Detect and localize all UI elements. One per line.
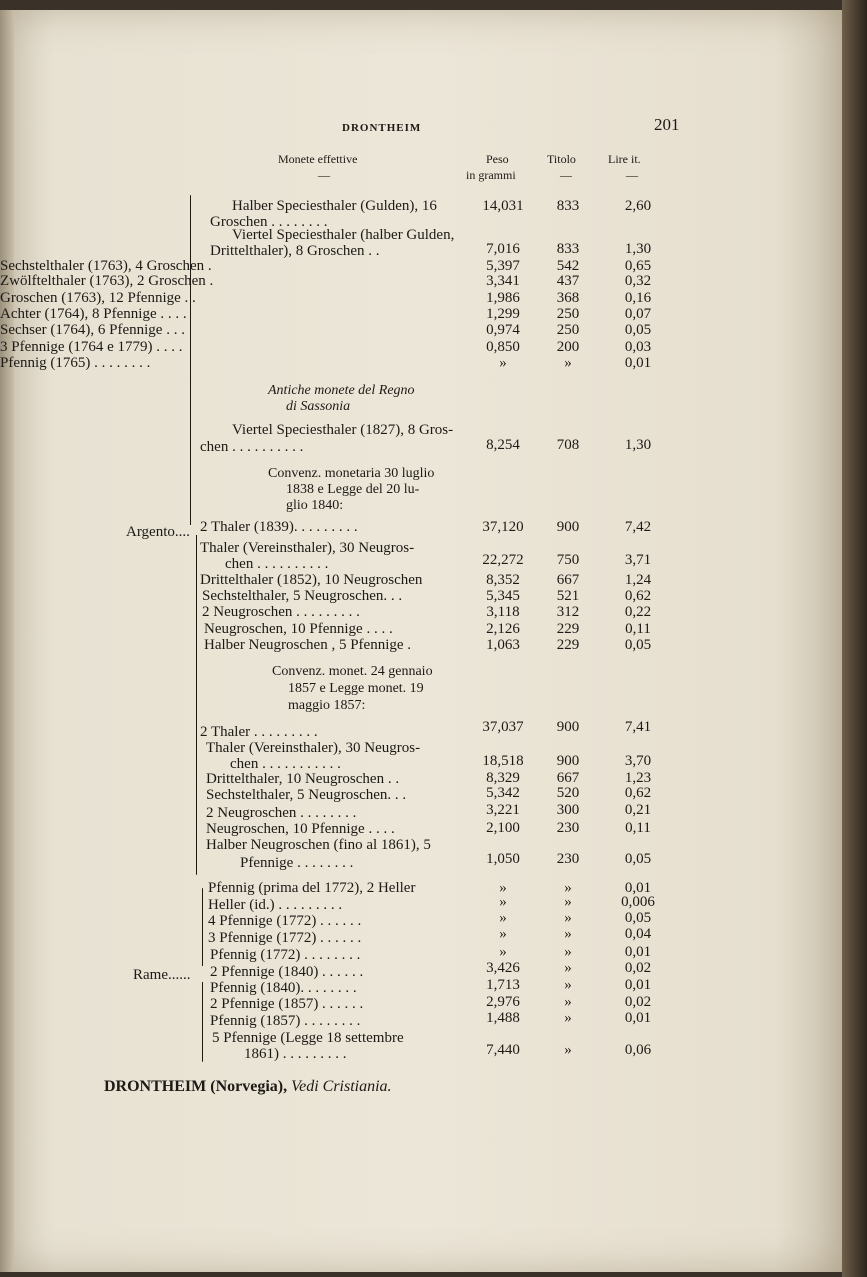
coin-fineness: 437 <box>556 273 580 289</box>
coin-value-lire: 0,01 <box>624 944 652 960</box>
coin-name: Pfennig (1765) . . . . . . . . <box>0 355 151 371</box>
coin-value-lire: 0,01 <box>624 880 652 896</box>
coin-weight: 14,031 <box>482 198 524 214</box>
coin-name: 2 Pfennige (1857) . . . . . . <box>210 996 364 1012</box>
coin-weight: 7,016 <box>486 241 520 257</box>
coin-fineness: » <box>564 894 572 910</box>
coin-fineness: » <box>564 880 572 896</box>
coin-weight: 0,974 <box>486 322 520 338</box>
coin-weight: 1,063 <box>486 637 520 653</box>
coin-weight: 8,254 <box>486 437 520 453</box>
column-header-lire: Lire it. <box>608 152 641 166</box>
coin-weight: 2,976 <box>486 994 520 1010</box>
column-header-fineness: Titolo <box>547 152 576 166</box>
coin-value-lire: 1,23 <box>624 770 652 786</box>
coin-value-lire: 0,02 <box>624 994 652 1010</box>
group-label-copper: Rame...... <box>133 967 191 983</box>
coin-weight: 5,345 <box>486 588 520 604</box>
coin-name: 2 Thaler (1839). . . . . . . . . <box>200 519 358 535</box>
coin-fineness: 900 <box>556 753 580 769</box>
coin-name: Halber Neugroschen , 5 Pfennige . <box>204 637 412 653</box>
coin-fineness: 250 <box>556 322 580 338</box>
coin-name: Neugroschen, 10 Pfennige . . . . <box>206 821 395 837</box>
coin-fineness: 667 <box>556 572 580 588</box>
column-header-weight: Peso <box>486 152 509 166</box>
coin-value-lire: 0,03 <box>624 339 652 355</box>
silver-brace-lower <box>196 535 197 875</box>
coin-name: Sechstelthaler, 5 Neugroschen. . . <box>206 787 407 803</box>
section-heading-1857-3: maggio 1857: <box>288 698 366 713</box>
coin-name: Thaler (Vereinsthaler), 30 Neugros- <box>206 740 421 756</box>
coin-weight: 2,100 <box>486 820 520 836</box>
coin-name: Heller (id.) . . . . . . . . . <box>208 897 343 913</box>
coin-fineness: 833 <box>556 241 580 257</box>
coin-weight: 22,272 <box>482 552 524 568</box>
coin-name: Viertel Speciesthaler (halber Gulden, <box>232 227 455 243</box>
coin-weight: 8,329 <box>486 770 520 786</box>
coin-fineness: » <box>564 1042 572 1058</box>
coin-weight: » <box>499 880 507 896</box>
coin-value-lire: 0,01 <box>624 1010 652 1026</box>
coin-value-lire: 0,01 <box>624 977 652 993</box>
section-heading-1838: Convenz. monetaria 30 luglio <box>268 466 435 481</box>
coin-weight: 1,986 <box>486 290 520 306</box>
coin-value-lire: 0,07 <box>624 306 652 322</box>
column-header-fineness-dash: — <box>560 168 572 182</box>
coin-fineness: 833 <box>556 198 580 214</box>
coin-name: 5 Pfennige (Legge 18 settembre <box>212 1030 404 1046</box>
coin-value-lire: 3,70 <box>624 753 652 769</box>
copper-brace-lower <box>202 982 203 1062</box>
coin-name: Halber Speciesthaler (Gulden), 16 <box>232 198 437 214</box>
column-header-coins: Monete effettive <box>278 152 358 166</box>
coin-fineness: 230 <box>556 820 580 836</box>
coin-name: Pfennig (1840). . . . . . . . <box>210 980 357 996</box>
coin-fineness: 900 <box>556 519 580 535</box>
section-heading-1857-2: 1857 e Legge monet. 19 <box>288 681 424 696</box>
coin-name: Zwölftelthaler (1763), 2 Groschen . <box>0 273 214 289</box>
coin-name: Halber Neugroschen (fino al 1861), 5 <box>206 837 431 853</box>
coin-name: Achter (1764), 8 Pfennige . . . . <box>0 306 187 322</box>
coin-value-lire: 0,22 <box>624 604 652 620</box>
coin-weight: 8,352 <box>486 572 520 588</box>
coin-fineness: 520 <box>556 785 580 801</box>
coin-value-lire: 7,41 <box>624 719 652 735</box>
coin-name: Pfennig (1772) . . . . . . . . <box>210 947 361 963</box>
section-heading-saxony-2: di Sassonia <box>286 399 351 414</box>
coin-value-lire: 0,11 <box>625 820 651 836</box>
coin-value-lire: 2,60 <box>624 198 652 214</box>
coin-value-lire: 0,11 <box>625 621 651 637</box>
coin-value-lire: 0,01 <box>624 355 652 371</box>
coin-name: Drittelthaler (1852), 10 Neugroschen <box>200 572 423 588</box>
coin-weight: 37,120 <box>482 519 524 535</box>
coin-weight: 3,341 <box>486 273 520 289</box>
coin-name: Sechstelthaler, 5 Neugroschen. . . <box>202 588 403 604</box>
coin-fineness: 667 <box>556 770 580 786</box>
coin-value-lire: 0,06 <box>624 1042 652 1058</box>
coin-name-continued: 1861) . . . . . . . . . <box>244 1046 347 1062</box>
cross-reference <box>104 1078 392 1096</box>
coin-name-continued: Groschen . . . . . . . . <box>210 214 328 230</box>
coin-value-lire: 0,62 <box>624 588 652 604</box>
coin-value-lire: 0,006 <box>621 894 655 910</box>
silver-brace-upper <box>190 195 191 525</box>
coin-value-lire: 0,62 <box>624 785 652 801</box>
coin-name: Neugroschen, 10 Pfennige . . . . <box>204 621 393 637</box>
coin-fineness: 300 <box>556 802 580 818</box>
coin-weight: » <box>499 944 507 960</box>
coin-name-continued: Drittelthaler), 8 Groschen . . <box>210 243 380 259</box>
coin-weight: 18,518 <box>482 753 524 769</box>
coin-value-lire: 0,05 <box>624 322 652 338</box>
coin-fineness: 229 <box>556 637 580 653</box>
coin-value-lire: 0,65 <box>624 258 652 274</box>
coin-name: Pfennig (prima del 1772), 2 Heller <box>208 880 416 896</box>
coin-value-lire: 3,71 <box>624 552 652 568</box>
cross-reference-country: (Norvegia), <box>210 1078 288 1095</box>
coin-value-lire: 0,05 <box>624 851 652 867</box>
coin-weight: 1,050 <box>486 851 520 867</box>
running-title: DRONTHEIM <box>342 122 422 134</box>
section-heading-1838-2: 1838 e Legge del 20 lu- <box>286 482 420 497</box>
coin-fineness: 312 <box>556 604 580 620</box>
coin-weight: 7,440 <box>486 1042 520 1058</box>
coin-weight: 1,299 <box>486 306 520 322</box>
coin-weight: » <box>499 910 507 926</box>
coin-name: Pfennig (1857) . . . . . . . . <box>210 1013 361 1029</box>
section-heading-1857: Convenz. monet. 24 gennaio <box>272 664 433 679</box>
coin-fineness: » <box>564 960 572 976</box>
coin-name: 2 Neugroschen . . . . . . . . . <box>202 604 360 620</box>
coin-fineness: 750 <box>556 552 580 568</box>
coin-value-lire: 1,24 <box>624 572 652 588</box>
group-label-silver: Argento.... <box>126 524 190 540</box>
page-number: 201 <box>654 115 680 134</box>
coin-fineness: » <box>564 910 572 926</box>
coin-name: Groschen (1763), 12 Pfennige . . <box>0 290 196 306</box>
coin-name: 3 Pfennige (1772) . . . . . . <box>208 930 362 946</box>
coin-fineness: 230 <box>556 851 580 867</box>
coin-weight: 3,118 <box>486 604 520 620</box>
section-heading-saxony: Antiche monete del Regno <box>268 383 415 398</box>
coin-value-lire: 0,02 <box>624 960 652 976</box>
book-gutter <box>0 10 14 1272</box>
section-heading-1838-3: glio 1840: <box>286 498 344 513</box>
coin-weight: 3,221 <box>486 802 520 818</box>
coin-value-lire: 0,32 <box>624 273 652 289</box>
coin-weight: 1,713 <box>486 977 520 993</box>
coin-value-lire: 1,30 <box>624 241 652 257</box>
coin-fineness: » <box>564 944 572 960</box>
column-header-weight-unit: in grammi <box>466 168 516 182</box>
coin-value-lire: 0,05 <box>624 637 652 653</box>
coin-name: Drittelthaler, 10 Neugroschen . . <box>206 771 400 787</box>
coin-fineness: 542 <box>556 258 580 274</box>
coin-weight: 1,488 <box>486 1010 520 1026</box>
coin-weight: 0,850 <box>486 339 520 355</box>
cross-reference-target: Vedi Cristiania. <box>291 1078 392 1095</box>
coin-value-lire: 1,30 <box>624 437 652 453</box>
coin-name-continued: chen . . . . . . . . . . <box>200 439 304 455</box>
column-header-lire-dash: — <box>626 168 638 182</box>
page-edge <box>842 0 867 1277</box>
coin-fineness: » <box>564 355 572 371</box>
coin-weight: 5,342 <box>486 785 520 801</box>
coin-weight: 3,426 <box>486 960 520 976</box>
coin-value-lire: 0,05 <box>624 910 652 926</box>
coin-weight: 2,126 <box>486 621 520 637</box>
coin-fineness: » <box>564 1010 572 1026</box>
coin-name: 4 Pfennige (1772) . . . . . . <box>208 913 362 929</box>
coin-name-continued: Pfennige . . . . . . . . <box>240 855 354 871</box>
coin-fineness: 200 <box>556 339 580 355</box>
coin-fineness: 250 <box>556 306 580 322</box>
coin-fineness: 900 <box>556 719 580 735</box>
copper-brace-upper <box>202 888 203 966</box>
cross-reference-head: DRONTHEIM <box>104 1078 207 1095</box>
coin-name-continued: chen . . . . . . . . . . <box>225 556 329 572</box>
coin-fineness: 521 <box>556 588 580 604</box>
coin-fineness: » <box>564 926 572 942</box>
coin-name: Viertel Speciesthaler (1827), 8 Gros- <box>232 422 454 438</box>
coin-name: Thaler (Vereinsthaler), 30 Neugros- <box>200 540 415 556</box>
coin-name-continued: chen . . . . . . . . . . . <box>230 756 341 772</box>
coin-fineness: » <box>564 977 572 993</box>
coin-weight: 5,397 <box>486 258 520 274</box>
coin-weight: 37,037 <box>482 719 524 735</box>
coin-weight: » <box>499 355 507 371</box>
coin-fineness: 229 <box>556 621 580 637</box>
coin-value-lire: 7,42 <box>624 519 652 535</box>
coin-weight: » <box>499 894 507 910</box>
coin-value-lire: 0,16 <box>624 290 652 306</box>
coin-value-lire: 0,21 <box>624 802 652 818</box>
coin-fineness: 708 <box>556 437 580 453</box>
coin-fineness: » <box>564 994 572 1010</box>
coin-name: 2 Pfennige (1840) . . . . . . <box>210 964 364 980</box>
coin-name: Sechstelthaler (1763), 4 Groschen . <box>0 258 212 274</box>
coin-fineness: 368 <box>556 290 580 306</box>
coin-weight: » <box>499 926 507 942</box>
coin-name: 2 Thaler . . . . . . . . . <box>200 724 318 740</box>
coin-name: Sechser (1764), 6 Pfennige . . . <box>0 322 185 338</box>
column-header-coins-dash: — <box>318 168 330 182</box>
coin-name: 2 Neugroschen . . . . . . . . <box>206 805 357 821</box>
coin-name: 3 Pfennige (1764 e 1779) . . . . <box>0 339 183 355</box>
coin-value-lire: 0,04 <box>624 926 652 942</box>
